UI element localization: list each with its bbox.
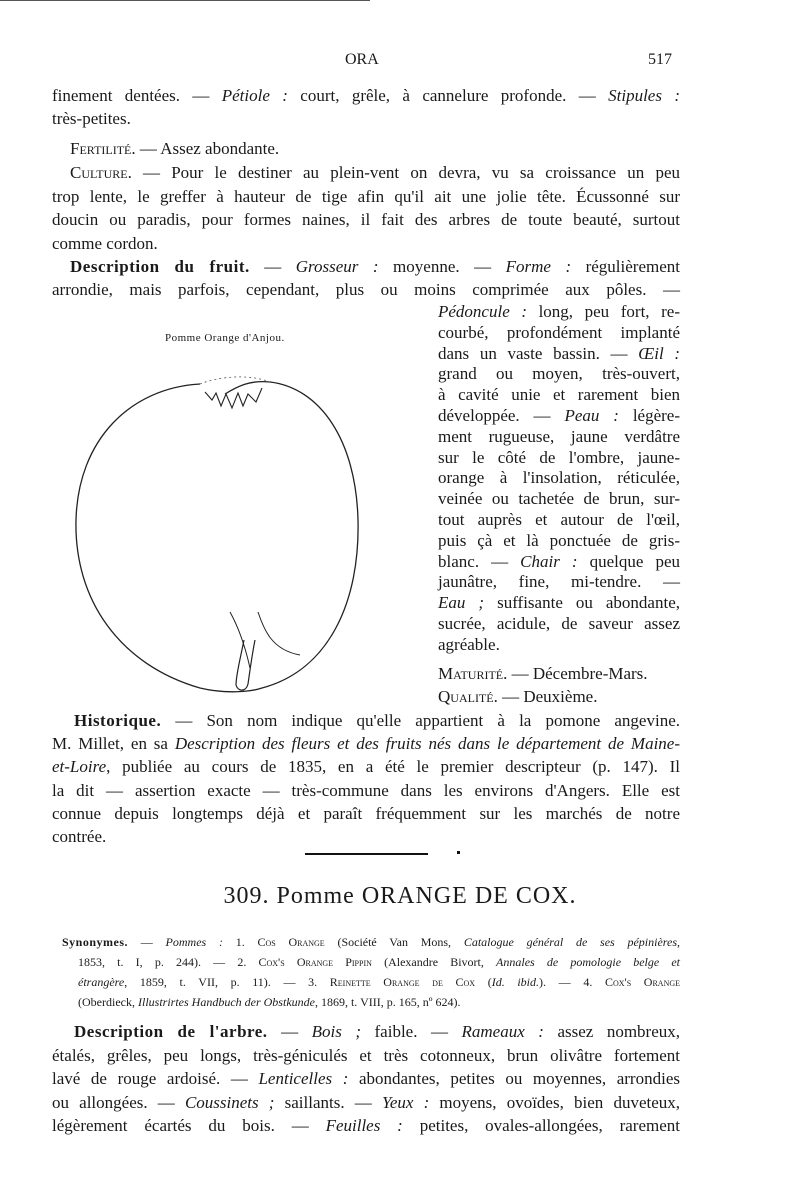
small-caps-term: Cos Orange bbox=[257, 935, 325, 949]
text-run: dans un vaste bassin. — bbox=[438, 343, 639, 363]
text-run: blanc. — bbox=[438, 551, 521, 571]
small-caps-term: Maturité. bbox=[438, 664, 508, 683]
text-run: comme cordon. bbox=[52, 233, 158, 253]
text-run: (Société Van Mons, bbox=[324, 935, 464, 949]
text-run: , bbox=[677, 935, 681, 949]
text-run: ou allongées. — bbox=[52, 1092, 185, 1112]
text-run: (Alexandre Bivort, bbox=[371, 955, 497, 969]
text-run: — bbox=[267, 1022, 312, 1041]
text-run: assez nombreux, bbox=[543, 1022, 681, 1041]
divider-dot bbox=[457, 851, 460, 854]
text-run: connue depuis longtemps déjà et paraît fréquemment sur les marchés de notre bbox=[52, 803, 680, 823]
italic-term: Coussinets ; bbox=[184, 1092, 275, 1112]
text-run: , 1859, t. VII, p. 11). — 3. bbox=[124, 975, 330, 989]
text-run: , 1869, t. VIII, p. 165, nº 624). bbox=[314, 995, 461, 1009]
run-in-heading: Description de l'arbre. bbox=[74, 1022, 268, 1041]
small-caps-term: Qualité. bbox=[438, 687, 498, 706]
text-run: abondantes, petites ou moyennes, arrondies bbox=[348, 1069, 680, 1088]
text-run: — Assez abondante. bbox=[135, 139, 280, 158]
italic-term: Rameaux : bbox=[461, 1022, 544, 1041]
italic-term: Pédoncule : bbox=[438, 302, 527, 321]
text-run: agréable. bbox=[438, 634, 500, 654]
text-run: — Deuxième. bbox=[497, 687, 598, 706]
text-run: moyens, ovoïdes, bien duveteux, bbox=[429, 1092, 681, 1112]
italic-term: Peau : bbox=[564, 406, 619, 425]
italic-term: et-Loire bbox=[52, 757, 107, 777]
text-run: ( bbox=[475, 975, 492, 989]
text-run: suffisante ou abondante, bbox=[484, 593, 680, 613]
figure-caption: Pomme Orange d'Anjou. bbox=[165, 332, 285, 344]
italic-term: Forme : bbox=[505, 257, 572, 276]
italic-term: Bois ; bbox=[311, 1022, 361, 1041]
text-run: contrée. bbox=[52, 827, 107, 846]
italic-term: Id. ibid. bbox=[491, 975, 540, 989]
text-run: à cavité unie et rarement bien bbox=[438, 385, 680, 405]
page-number: 517 bbox=[648, 51, 672, 68]
text-run: arrondie, mais parfois, cependant, plus ou moins comprimée aux pôles. — bbox=[52, 280, 680, 299]
text-run: trop lente, le greffer à hauteur de tige afin qu'il ait une jolie tête. Écussonné sur bbox=[52, 186, 680, 206]
italic-term: Chair : bbox=[520, 551, 578, 571]
italic-term: Eau ; bbox=[438, 593, 485, 613]
text-run: très-petites. bbox=[52, 109, 131, 128]
text-run: légèrement écartés du bois. — bbox=[52, 1116, 326, 1135]
text-run: — bbox=[128, 935, 166, 949]
text-run: lavé de rouge ardoisé. — bbox=[52, 1069, 259, 1088]
small-caps-term: Fertilité. bbox=[70, 139, 136, 158]
text-run: ). — 4. bbox=[539, 975, 605, 989]
text-run: développée. — bbox=[438, 406, 565, 425]
text-run: la dit — assertion exacte — très-commune dans les environs d'Angers. Elle est bbox=[52, 780, 680, 800]
small-caps-term: Reinette Orange de Cox bbox=[329, 975, 476, 989]
text-run: — Son nom indique qu'elle appartient à la pomone angevine. bbox=[161, 711, 680, 730]
run-in-heading: Historique. bbox=[74, 711, 162, 730]
text-run: orange à l'insolation, réticulée, bbox=[438, 468, 680, 488]
text-run: étalés, grêles, peu longs, très-géniculés et très cotonneux, brun olivâtre fortement bbox=[52, 1045, 680, 1065]
run-in-heading: Synonymes. bbox=[62, 935, 129, 949]
text-run: courbé, profondément implanté bbox=[438, 322, 680, 342]
italic-term: Feuilles : bbox=[325, 1116, 403, 1135]
text-run: grand ou moyen, très-ouvert, bbox=[438, 364, 680, 384]
text-run: saillants. — bbox=[274, 1092, 382, 1112]
text-run: légère- bbox=[618, 406, 680, 425]
text-run: M. Millet, en sa bbox=[52, 734, 175, 754]
italic-term: Annales de pomologie belge et bbox=[496, 955, 681, 969]
apple-outline bbox=[76, 382, 358, 692]
text-run: faible. — bbox=[361, 1022, 462, 1041]
text-run: moyenne. — bbox=[378, 257, 506, 276]
italic-term: Stipules : bbox=[608, 86, 680, 105]
text-run: régulièrement bbox=[571, 257, 681, 276]
text-run: 1. bbox=[222, 935, 258, 949]
text-run: tout auprès et autour de l'œil, bbox=[438, 510, 680, 529]
section-divider bbox=[305, 853, 428, 855]
italic-term: Œil : bbox=[638, 343, 681, 363]
text-run: — Pour le destiner au plein-vent on devra, vu sa croissance un peu bbox=[131, 163, 680, 182]
run-in-heading: Description du fruit. bbox=[70, 257, 250, 276]
text-run: — Décembre-Mars. bbox=[507, 664, 648, 683]
apple-top-dots bbox=[200, 377, 270, 384]
text-run: puis çà et là ponctuée de gris- bbox=[438, 530, 680, 550]
text-run: — bbox=[249, 257, 296, 276]
text-run: (Oberdieck, bbox=[78, 995, 138, 1009]
italic-term: Pétiole : bbox=[221, 86, 288, 105]
italic-term: Yeux : bbox=[381, 1092, 430, 1112]
italic-term: étrangère bbox=[78, 975, 125, 989]
italic-term: Pommes : bbox=[165, 935, 223, 949]
apple-eye-sepals bbox=[205, 388, 262, 408]
text-run: veinée ou tachetée de brun, sur- bbox=[438, 489, 680, 509]
apple-stalk bbox=[236, 640, 255, 690]
text-run: sucrée, acidule, de saveur assez bbox=[438, 614, 680, 633]
text-run: quelque peu bbox=[577, 551, 680, 571]
italic-term: Catalogue général de ses pépinières bbox=[463, 935, 678, 949]
section-title: 309. Pomme ORANGE DE COX. bbox=[223, 883, 577, 909]
text-run: long, peu fort, re- bbox=[527, 302, 681, 321]
small-caps-term: Culture. bbox=[70, 163, 132, 182]
text-run: sur le côté de l'ombre, jaune- bbox=[438, 447, 680, 467]
italic-term: Lenticelles : bbox=[258, 1069, 349, 1088]
small-caps-term: Cox's Orange Pippin bbox=[258, 955, 372, 969]
italic-term: Illustrirtes Handbuch der Obstkunde bbox=[137, 995, 315, 1009]
text-run: petites, ovales-allongées, rarement bbox=[402, 1116, 680, 1135]
running-title: ORA bbox=[345, 51, 379, 68]
italic-term: Description des fleurs et des fruits nés dans le département de Maine- bbox=[174, 734, 680, 754]
small-caps-term: Cox's Orange bbox=[604, 975, 681, 989]
text-run: doucin ou paradis, pour formes naines, il fait des arbres de toute beauté, surtout bbox=[52, 210, 680, 229]
text-run: finement dentées. — bbox=[52, 86, 222, 105]
text-run: ment rugueuse, jaune verdâtre bbox=[438, 426, 680, 446]
text-run: 1853, t. I, p. 244). — 2. bbox=[78, 955, 259, 969]
text-run: court, grêle, à cannelure profonde. — bbox=[287, 86, 609, 105]
italic-term: Grosseur : bbox=[295, 257, 379, 276]
text-run: , publiée au cours de 1835, en a été le premier descripteur (p. 147). Il bbox=[106, 757, 680, 777]
text-run: jaunâtre, fine, mi-tendre. — bbox=[438, 572, 680, 592]
